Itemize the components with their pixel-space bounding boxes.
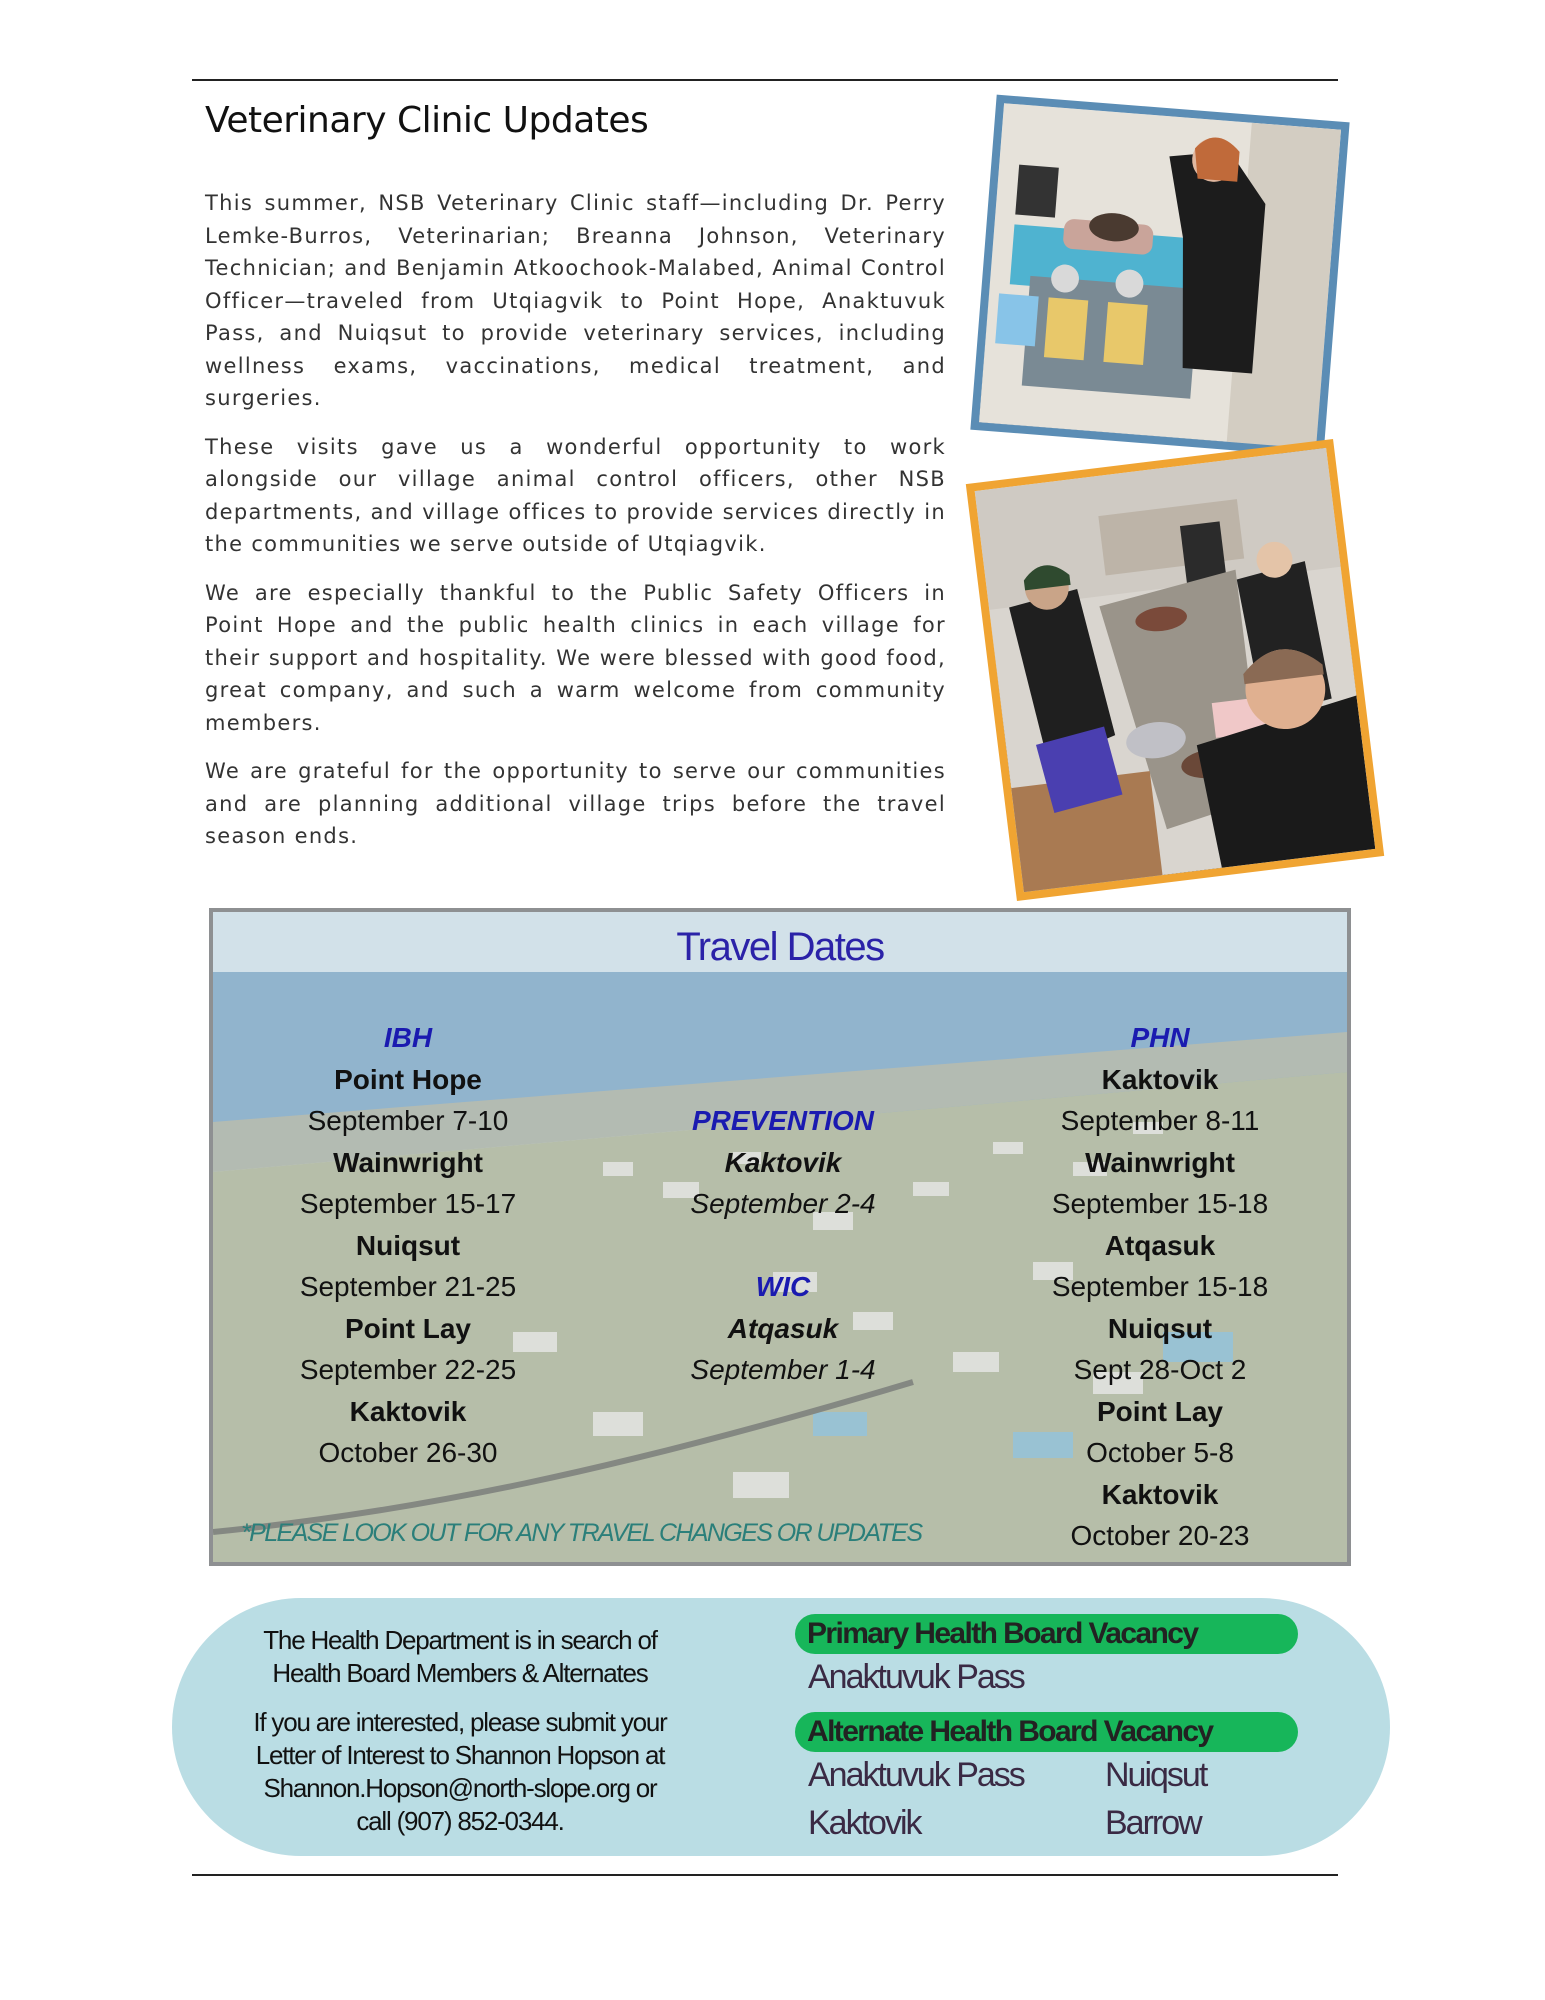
schedule-dates: September 15-18 bbox=[1051, 1271, 1269, 1302]
vacancy-location: Barrow bbox=[1105, 1804, 1201, 1842]
schedule-location: Atqasuk bbox=[727, 1312, 839, 1344]
health-board-intro bbox=[240, 1624, 680, 1690]
bottom-divider bbox=[192, 1874, 1338, 1876]
column-spacer bbox=[633, 1225, 933, 1267]
contact-line: If you are interested, please submit your bbox=[253, 1707, 667, 1737]
travel-dates-title: Travel Dates bbox=[676, 925, 884, 969]
schedule-dates: September 8-11 bbox=[1060, 1105, 1260, 1136]
schedule-location: Kaktovik bbox=[724, 1146, 842, 1178]
schedule-location: Point Lay bbox=[344, 1312, 471, 1344]
schedule-dates: September 7-10 bbox=[307, 1105, 509, 1136]
schedule-dates: September 2-4 bbox=[690, 1188, 876, 1219]
schedule-location: Wainwright bbox=[1085, 1146, 1235, 1178]
schedule-location: Nuiqsut bbox=[355, 1229, 461, 1261]
schedule-dates: September 22-25 bbox=[299, 1354, 517, 1385]
article-paragraph: These visits gave us a wonderful opportunity to work alongside our village animal control officers, other NSB departments, and village offices to provide services directly in the communities we serve outside of Utqiagvik. bbox=[205, 434, 946, 556]
phn-column bbox=[1005, 1017, 1315, 1557]
top-divider bbox=[192, 79, 1338, 81]
travel-changes-note: *PLEASE LOOK OUT FOR ANY TRAVEL CHANGES OR UPDATES bbox=[241, 1519, 922, 1547]
schedule-location: Kaktovik bbox=[349, 1395, 467, 1427]
vet-procedure-photo bbox=[970, 95, 1349, 458]
article-paragraph: This summer, NSB Veterinary Clinic staff—including Dr. Perry Lemke-Burros, Veterinarian; Breanna Johnson, Veterinary Technician; and Benjamin Atkoochook-Malabed, Animal Control Officer—traveled from Utqiagvik to Point Hope, Anaktuvuk Pass, and Nuiqsut to provide veterinary services, including wellness exams, vaccinations, medical treatment, and surgeries. bbox=[205, 191, 946, 410]
schedule-location: Wainwright bbox=[333, 1146, 483, 1178]
article-paragraph: We are especially thankful to the Public Safety Officers in Point Hope and the public health clinics in each village for their support and hospitality. We were blessed with good food, great company, and such a warm welcome from community members. bbox=[205, 580, 946, 735]
primary-vacancy-label: Primary Health Board Vacancy bbox=[795, 1614, 1298, 1654]
ibh-column bbox=[253, 1017, 563, 1474]
travel-dates-panel bbox=[209, 908, 1351, 1566]
article-title: Veterinary Clinic Updates bbox=[205, 100, 649, 141]
schedule-location: Point Lay bbox=[1096, 1395, 1223, 1427]
group-meal-photo bbox=[966, 439, 1384, 901]
schedule-dates: Sept 28-Oct 2 bbox=[1073, 1354, 1247, 1385]
schedule-location: Atqasuk bbox=[1104, 1229, 1216, 1261]
intro-line: Health Board Members & Alternates bbox=[272, 1658, 648, 1688]
article-paragraph: We are grateful for the opportunity to serve our communities and are planning additional village trips before the travel season ends. bbox=[205, 759, 946, 848]
prevention-heading: PREVENTION bbox=[691, 1105, 875, 1136]
alternate-vacancy-label: Alternate Health Board Vacancy bbox=[795, 1712, 1298, 1752]
group-meal-illustration bbox=[975, 448, 1376, 892]
schedule-dates: September 1-4 bbox=[690, 1354, 876, 1385]
health-board-panel bbox=[172, 1598, 1390, 1856]
schedule-dates: September 15-18 bbox=[1051, 1188, 1269, 1219]
health-board-contact bbox=[240, 1706, 680, 1838]
vacancy-location: Anaktuvuk Pass bbox=[808, 1756, 1024, 1794]
contact-email: Shannon.Hopson@north-slope.org or bbox=[263, 1773, 657, 1803]
vacancy-location: Kaktovik bbox=[808, 1804, 921, 1842]
schedule-location: Kaktovik bbox=[1101, 1478, 1219, 1510]
prevention-wic-column bbox=[633, 1100, 933, 1391]
phn-heading: PHN bbox=[1130, 1022, 1190, 1053]
schedule-dates: October 20-23 bbox=[1070, 1520, 1250, 1551]
contact-line: Letter of Interest to Shannon Hopson at bbox=[255, 1740, 665, 1770]
schedule-location: Nuiqsut bbox=[1107, 1312, 1213, 1344]
vacancy-location: Anaktuvuk Pass bbox=[808, 1658, 1024, 1696]
schedule-dates: September 15-17 bbox=[299, 1188, 517, 1219]
wic-heading: WIC bbox=[755, 1271, 811, 1302]
article-body bbox=[205, 187, 946, 869]
vet-procedure-illustration bbox=[979, 103, 1341, 449]
schedule-location: Kaktovik bbox=[1101, 1063, 1219, 1095]
intro-line: The Health Department is in search of bbox=[263, 1625, 657, 1655]
schedule-dates: September 21-25 bbox=[299, 1271, 517, 1302]
schedule-dates: October 5-8 bbox=[1086, 1437, 1234, 1468]
health-board-info bbox=[240, 1624, 680, 1854]
schedule-dates: October 26-30 bbox=[318, 1437, 498, 1468]
contact-phone: call (907) 852-0344. bbox=[356, 1806, 564, 1836]
vacancy-location: Nuiqsut bbox=[1105, 1756, 1207, 1794]
schedule-location: Point Hope bbox=[334, 1063, 482, 1095]
ibh-heading: IBH bbox=[383, 1022, 433, 1053]
